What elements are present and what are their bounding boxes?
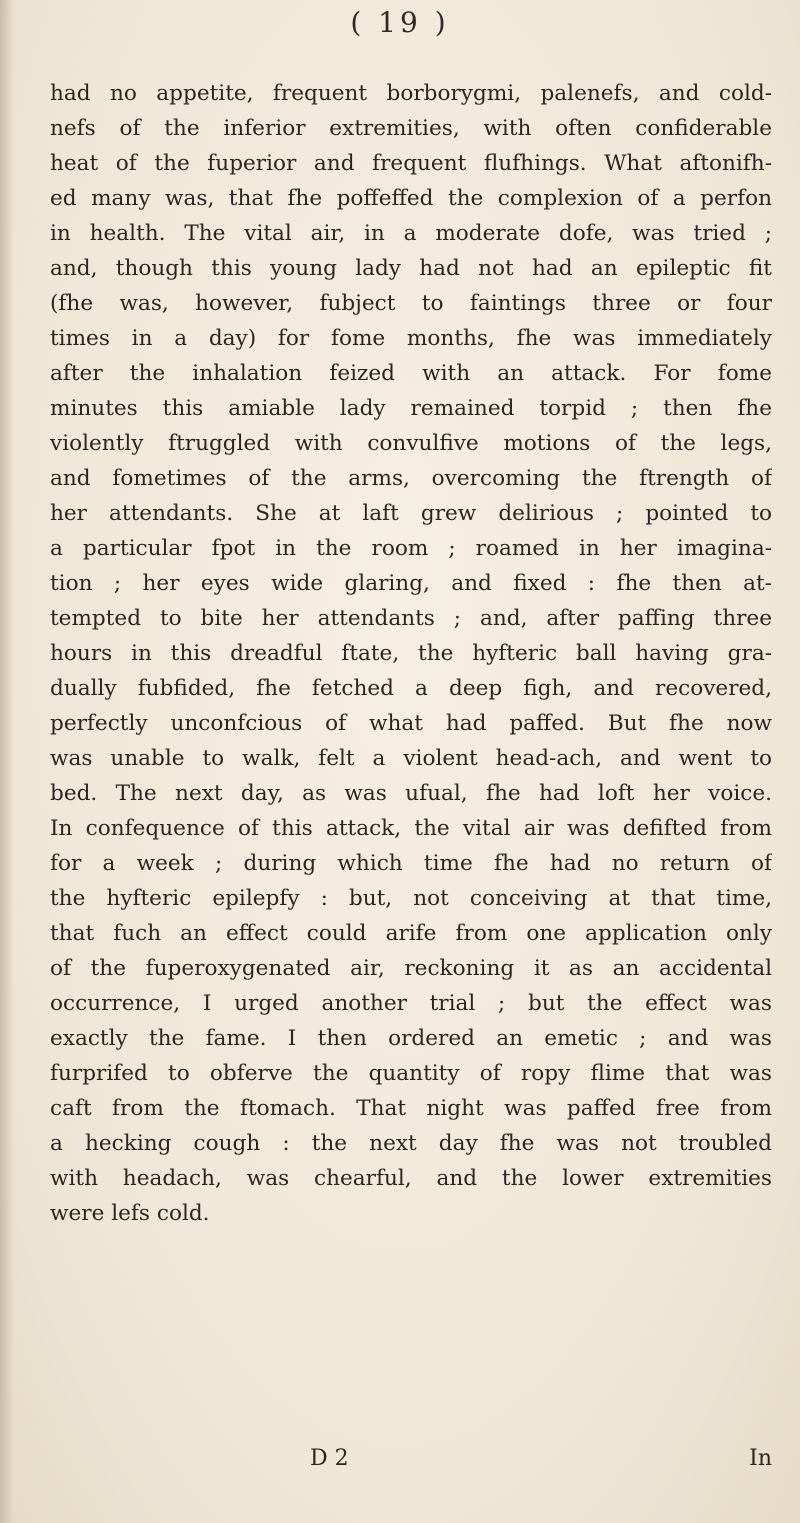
text-line: furprifed to obferve the quantity of ropy flime that was bbox=[50, 1061, 772, 1086]
text-line: times in a day) for fome months, fhe was immediately bbox=[50, 326, 772, 351]
body-text bbox=[50, 76, 772, 1231]
text-line: and, though this young lady had not had an epileptic fit bbox=[50, 256, 772, 281]
text-line: minutes this amiable lady remained torpid ; then fhe bbox=[50, 396, 772, 421]
text-line: a hecking cough : the next day fhe was not troubled bbox=[50, 1131, 772, 1156]
text-line-last: were lefs cold. bbox=[50, 1201, 210, 1226]
text-line: nefs of the inferior extremities, with often confiderable bbox=[50, 116, 772, 141]
page-footer bbox=[0, 1446, 800, 1486]
text-line: the hyfteric epilepfy : but, not conceiving at that time, bbox=[50, 886, 772, 911]
text-line: with headach, was chearful, and the lower extremities bbox=[50, 1166, 772, 1191]
text-line: heat of the fuperior and frequent flufhings. What aftonifh- bbox=[50, 151, 772, 176]
text-line: tempted to bite her attendants ; and, after paffing three bbox=[50, 606, 772, 631]
text-line: occurrence, I urged another trial ; but the effect was bbox=[50, 991, 772, 1016]
text-line: perfectly unconfcious of what had paffed. But fhe now bbox=[50, 711, 772, 736]
text-line: tion ; her eyes wide glaring, and fixed : fhe then at- bbox=[50, 571, 772, 596]
text-line: after the inhalation feized with an attack. For fome bbox=[50, 361, 772, 386]
text-line: exactly the fame. I then ordered an emetic ; and was bbox=[50, 1026, 772, 1051]
text-line: was unable to walk, felt a violent head-ach, and went to bbox=[50, 746, 772, 771]
text-line: violently ftruggled with convulfive motions of the legs, bbox=[50, 431, 772, 456]
text-line: a particular fpot in the room ; roamed in her imagina- bbox=[50, 536, 772, 561]
text-line: hours in this dreadful ftate, the hyfteric ball having gra- bbox=[50, 641, 772, 666]
text-line: had no appetite, frequent borborygmi, palenefs, and cold- bbox=[50, 81, 772, 106]
signature-mark: D 2 bbox=[310, 1446, 349, 1471]
text-line: that fuch an effect could arife from one application only bbox=[50, 921, 772, 946]
text-line: ed many was, that fhe poffeffed the complexion of a perfon bbox=[50, 186, 772, 211]
text-line: in health. The vital air, in a moderate dofe, was tried ; bbox=[50, 221, 772, 246]
text-line: caft from the ftomach. That night was paffed free from bbox=[50, 1096, 772, 1121]
catchword: In bbox=[749, 1446, 772, 1471]
text-line: her attendants. She at laft grew delirious ; pointed to bbox=[50, 501, 772, 526]
text-line: bed. The next day, as was ufual, fhe had loft her voice. bbox=[50, 781, 772, 806]
text-line: (fhe was, however, fubject to faintings three or four bbox=[50, 291, 772, 316]
text-line: and fometimes of the arms, overcoming the ftrength of bbox=[50, 466, 772, 491]
text-line: for a week ; during which time fhe had no return of bbox=[50, 851, 772, 876]
text-line: dually fubfided, fhe fetched a deep figh, and recovered, bbox=[50, 676, 772, 701]
binding-shadow bbox=[0, 0, 14, 1523]
page-number: ( 19 ) bbox=[350, 6, 450, 39]
text-line: of the fuperoxygenated air, reckoning it as an accidental bbox=[50, 956, 772, 981]
text-line: In confequence of this attack, the vital air was defifted from bbox=[50, 816, 772, 841]
